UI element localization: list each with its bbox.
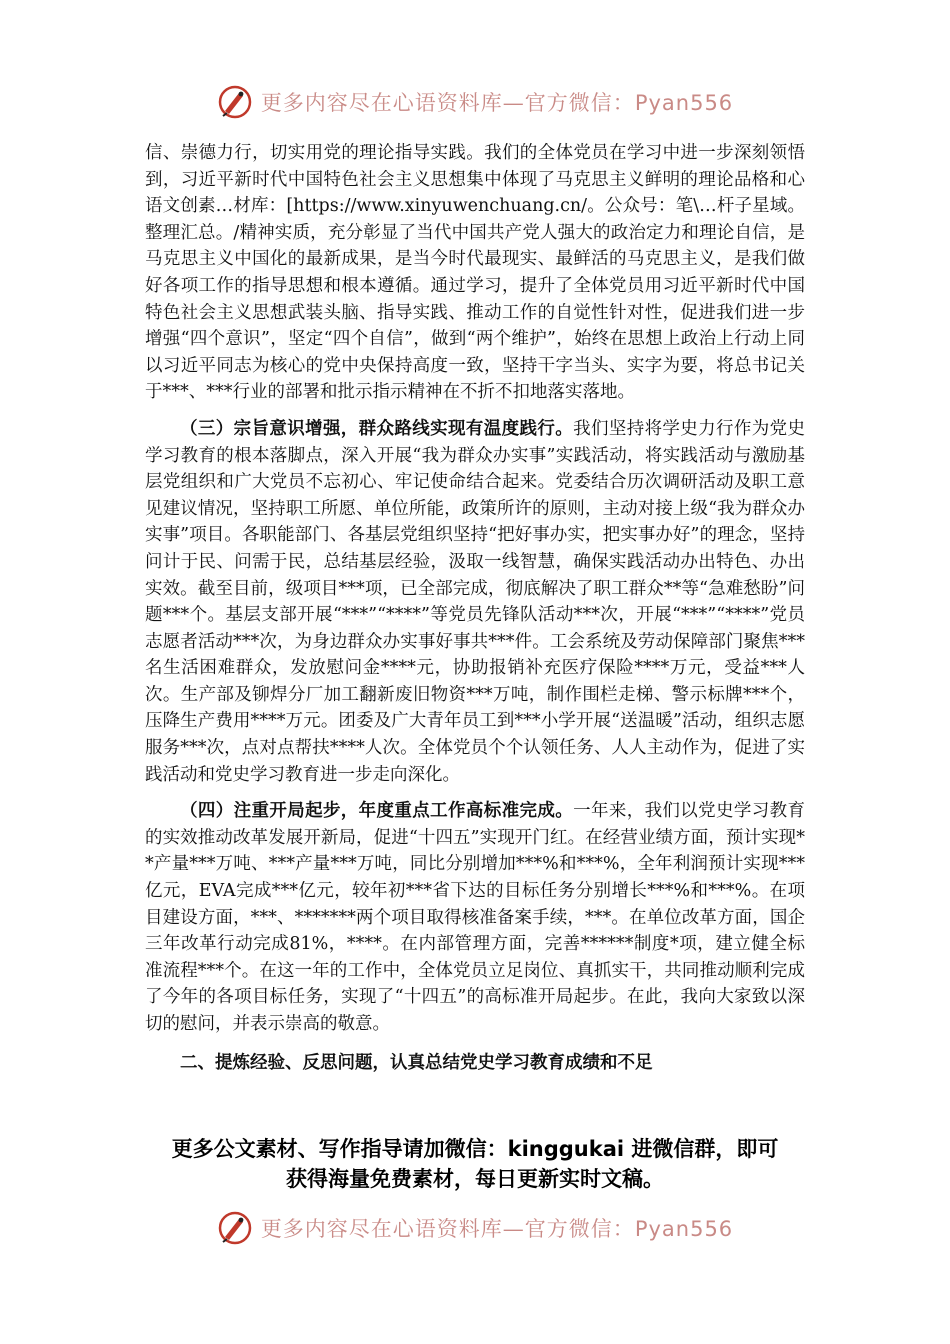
header-banner-text bbox=[261, 87, 733, 117]
paragraph-3-heading: （四）注重开局起步，年度重点工作高标准完成。 bbox=[180, 801, 574, 822]
footer-wechat-id: Pyan556 bbox=[634, 1217, 734, 1241]
paragraph-2-heading: （三）宗旨意识增强，群众路线实现有温度践行。 bbox=[180, 418, 574, 439]
paragraph-2 bbox=[145, 416, 805, 788]
paragraph-3-body: 一年来，我们以党史学习教育的实效推动改革发展开新局，促进“十四五”实现开门红。在经营业绩方面，预计实现**产量***万吨、***产量***万吨，同比分别增加***%和***%，全年利润预计实现***亿元，EVA完成***亿元，较年初***省下达的目标任务分别增长***%和***%。在项目建设方面，***、*******两个项目取得核准备案手续，***。在单位改革方面，国企三年改革行动完成81%，****。在内部管理方面，完善******制度*项，建立健全标准流程***个。在这一年的工作中，全体党员立足岗位、真抓实干，共同推动顺利完成了今年的各项目标任务，实现了“十四五”的高标准开局起步。在此，我向大家致以深切的慰问，并表示崇高的敬意。 bbox=[145, 801, 806, 1034]
footer-banner-label: 更多内容尽在心语资料库—官方微信： bbox=[260, 1217, 635, 1241]
footer-banner-text bbox=[261, 1213, 733, 1243]
header-banner-label: 更多内容尽在心语资料库—官方微信： bbox=[260, 91, 635, 115]
pen-logo-icon bbox=[217, 84, 253, 120]
paragraph-1: 信、崇德力行，切实用党的理论指导实践。我们的全体党员在学习中进一步深刻领悟到，习近平新时代中国特色社会主义思想集中体现了马克思主义鲜明的理论品格和心语文创素…材库：[https://www.xinyuwenchuang.cn/。公众号：笔\…杆子星域。整理汇总。/精神实质，充分彰显了当代中国共产党人强大的政治定力和理论自信，是马克思主义中国化的最新成果，是当今时代最现实、最鲜活的马克思主义，是我们做好各项工作的指导思想和根本遵循。通过学习，提升了全体党员用习近平新时代中国特色社会主义思想武装头脑、指导实践、推动工作的自觉性针对性，促进我们进一步增强“四个意识”，坚定“四个自信”，做到“两个维护”，始终在思想上政治上行动上同以习近平同志为核心的党中央保持高度一致，坚持干字当头、实字为要，将总书记关于***、***行业的部署和批示指示精神在不折不扣地落实落地。 bbox=[145, 143, 805, 403]
paragraph-3 bbox=[145, 798, 805, 1037]
header-wechat-id: Pyan556 bbox=[634, 91, 734, 115]
promo-line-1: 更多公文素材、写作指导请加微信：kinggukai 进微信群，即可 bbox=[171, 1137, 779, 1161]
paragraph-2-body: 我们坚持将学史力行作为党史学习教育的根本落脚点，深入开展“我为群众办实事”实践活动，将实践活动与激励基层党组织和广大党员不忘初心、牢记使命结合起来。党委结合历次调研活动及职工意见建议情况，坚持职工所愿、单位所能，政策所许的原则，主动对接上级“我为群众办实事”项目。各职能部门、各基层党组织坚持“把好事办实，把实事办好”的理念，坚持问计于民、问需于民，总结基层经验，汲取一线智慧，确保实践活动办出特色、办出实效。截至目前，级项目***项，已全部完成，彻底解决了职工群众**等“急难愁盼”问题***个。基层支部开展“***”“****”等党员先锋队活动***次，开展“***”“****”党员志愿者活动***次，为身边群众办实事好事共***件。工会系统及劳动保障部门聚焦***名生活困难群众，发放慰问金****元，协助报销补充医疗保险****万元，受益***人次。生产部及铆焊分厂加工翻新废旧物资***万吨，制作围栏走梯、警示标牌***个，压降生产费用****万元。团委及广大青年员工到***小学开展“送温暖”活动，组织志愿服务***次，点对点帮扶****人次。全体党员个个认领任务、人人主动作为，促进了实践活动和党史学习教育进一步走向深化。 bbox=[145, 418, 806, 785]
promo-block bbox=[145, 1134, 805, 1194]
header-banner bbox=[0, 80, 950, 124]
section-2-heading: 二、提炼经验、反思问题，认真总结党史学习教育成绩和不足 bbox=[180, 1052, 653, 1073]
footer-banner bbox=[0, 1206, 950, 1250]
document-body bbox=[145, 140, 805, 1076]
pen-logo-icon bbox=[217, 1210, 253, 1246]
promo-line-2: 获得海量免费素材，每日更新实时文稿。 bbox=[286, 1167, 664, 1191]
